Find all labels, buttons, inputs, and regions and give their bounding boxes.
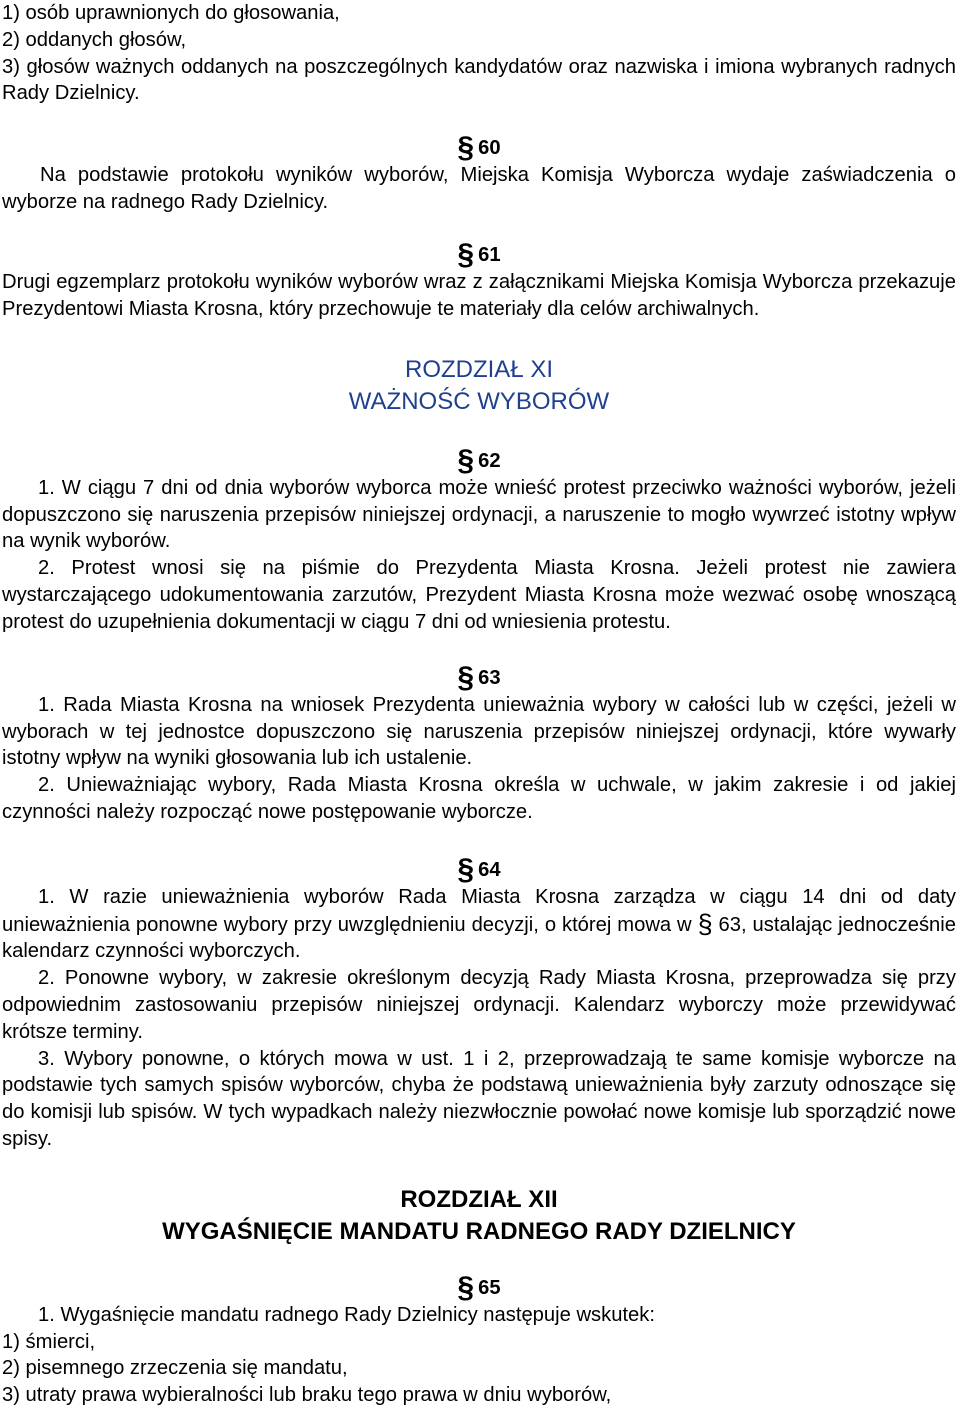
section-62 <box>2 444 956 636</box>
chapter-heading: ROZDZIAŁ XII <box>400 1186 558 1213</box>
list-item: 2) oddanych głosów, <box>2 28 187 51</box>
paragraph: 2. Ponowne wybory, w zakresie określonym decyzją Rady Miasta Krosna, przeprowadza się przy odpowiednim zastosowaniu przepisów niniejszej ordynacji. Kalendarz wyborczy może przewidywać krótsze terminy. <box>2 967 956 1043</box>
section-heading <box>2 661 956 694</box>
list-item: 1) śmierci, <box>2 1330 96 1353</box>
section-symbol: § <box>457 1271 475 1304</box>
section-number: 63 <box>478 667 501 689</box>
section-symbol: § <box>697 908 713 939</box>
paragraph <box>2 884 956 965</box>
section-reference: 63, <box>718 913 747 936</box>
list-item: 3) głosów ważnych oddanych na poszczególnych kandydatów oraz nazwiska i imiona wybranych radnych Rady Dzielnicy. <box>2 55 956 105</box>
section-heading <box>2 1271 956 1304</box>
paragraph: 1. Rada Miasta Krosna na wniosek Prezydenta unieważnia wybory w całości lub w części, jeżeli w wyborach w tej jednostce dopuszczono się naruszenia przepisów niniejszej ordynacji, które wywarły istotny wpływ na wyniki głosowania lub ich ustalenie. <box>2 693 956 770</box>
section-text: Drugi egzemplarz protokołu wyników wyborów wraz z załącznikami Miejska Komisja Wyborcza przekazuje Prezydentowi Miasta Krosna, który przechowuje te materiały dla celów archiwalnych. <box>2 270 956 320</box>
paragraph-text: 1. W razie unieważnienia wyborów Rada Miasta Krosna zarządza w ciągu 14 dni od daty unieważnienia ponowne wybory przy uwzględnieniu decyzji, o której mowa w <box>2 885 956 936</box>
section-65 <box>2 1271 956 1409</box>
section-heading <box>2 444 956 477</box>
list-item: 3) utraty prawa wybieralności lub braku tego prawa w dniu wyborów, <box>2 1384 612 1407</box>
intro-list <box>2 0 956 107</box>
list-item: 1) osób uprawnionych do głosowania, <box>2 2 340 24</box>
section-number: 61 <box>478 244 501 266</box>
paragraph: 2. Protest wnosi się na piśmie do Prezydenta Miasta Krosna. Jeżeli protest nie zawiera wystarczającego udokumentowania zarzutów, Prezydent Miasta Krosna może wezwać osobę wnoszącą protest do uzupełnienia dokumentacji w ciągu 7 dni od wniesienia protestu. <box>2 557 956 633</box>
list-item: 2) pisemnego zrzeczenia się mandatu, <box>2 1357 348 1380</box>
chapter-title: WYGAŚNIĘCIE MANDATU RADNEGO RADY DZIELNICY <box>162 1218 796 1245</box>
section-symbol: § <box>457 853 475 886</box>
chapter-xi <box>2 354 956 418</box>
section-symbol: § <box>457 131 475 164</box>
section-63 <box>2 661 956 826</box>
section-61 <box>2 238 956 322</box>
section-number: 62 <box>478 450 501 472</box>
section-60 <box>2 131 956 215</box>
section-heading <box>2 853 956 886</box>
section-text: Na podstawie protokołu wyników wyborów, Miejska Komisja Wyborcza wydaje zaświadczenia o wyborze na radnego Rady Dzielnicy. <box>2 163 956 213</box>
section-64 <box>2 853 956 1153</box>
section-number: 65 <box>478 1277 501 1299</box>
chapter-heading: ROZDZIAŁ XI <box>404 356 554 383</box>
chapter-title: WAŻNOŚĆ WYBORÓW <box>348 388 610 415</box>
section-heading <box>2 238 956 271</box>
section-number: 64 <box>478 859 501 881</box>
paragraph-text: ustalając jednocześnie kalendarz czynności wyborczych. <box>2 913 956 963</box>
section-heading <box>2 131 956 164</box>
chapter-xii <box>2 1184 956 1248</box>
paragraph: 1. W ciągu 7 dni od dnia wyborów wyborca może wnieść protest przeciwko ważności wyborów, jeżeli dopuszczono się naruszenia przepisów niniejszej ordynacji, a naruszenie to mogło wywrzeć istotny wpływ na wynik wyborów. <box>2 476 956 553</box>
section-symbol: § <box>457 444 475 477</box>
section-symbol: § <box>457 661 475 694</box>
paragraph: 1. Wygaśnięcie mandatu radnego Rady Dzielnicy następuje wskutek: <box>38 1303 655 1326</box>
section-symbol: § <box>457 238 475 271</box>
paragraph: 3. Wybory ponowne, o których mowa w ust. 1 i 2, przeprowadzają te same komisje wyborcze na podstawie tych samych spisów wyborców, chyba że podstawą unieważnienia były zarzuty odnoszące się do komisji lub spisów. W tych wypadkach należy niezwłocznie powołać nowe komisje lub sporządzić nowe spisy. <box>2 1047 956 1150</box>
section-number: 60 <box>478 137 501 159</box>
paragraph: 2. Unieważniając wybory, Rada Miasta Krosna określa w uchwale, w jakim zakresie i od jakiej czynności należy rozpocząć nowe postępowanie wyborcze. <box>2 774 956 823</box>
